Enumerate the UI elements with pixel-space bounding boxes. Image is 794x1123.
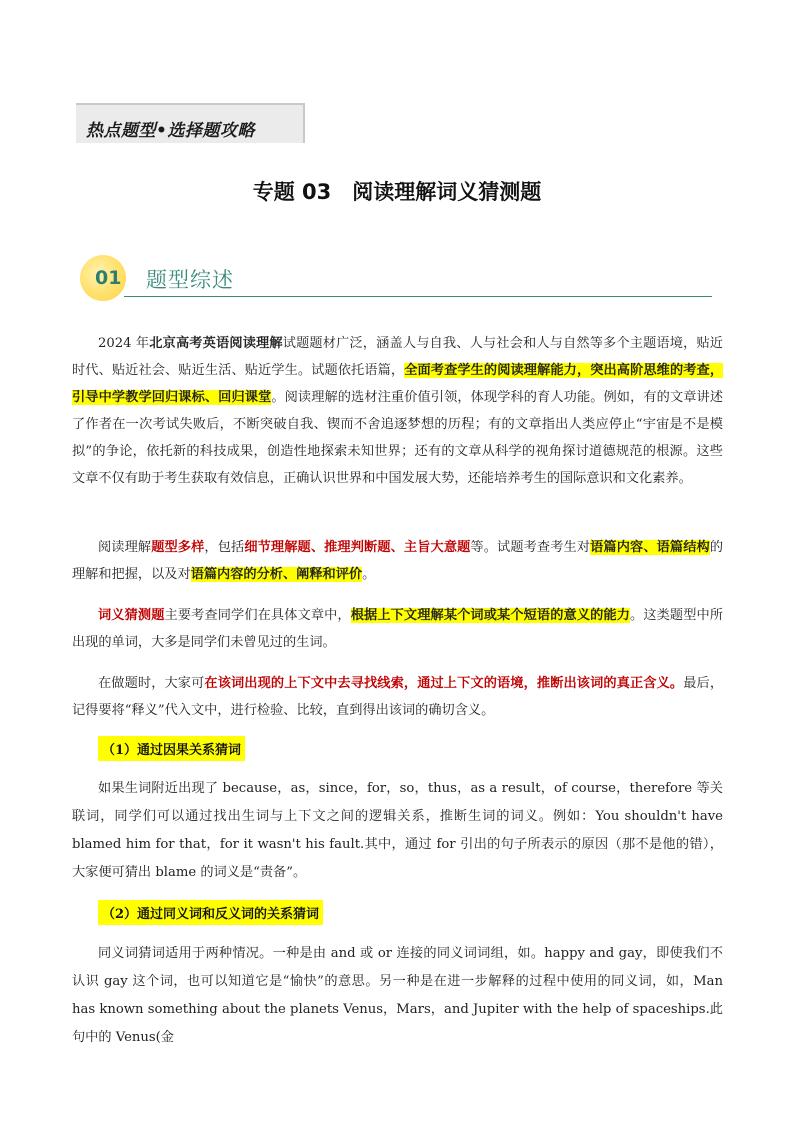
section-divider	[124, 296, 712, 297]
overview-paragraph	[72, 330, 723, 492]
synonym-paragraph: 同义词猜词适用于两种情况。一种是由 and 或 or 连接的同义词词组，如。happy and gay，即使我们不认识 gay 这个词，也可以知道它是“愉快”的意思。另一种是在进一步解释的过程中使用的同义词，如，Man has known something about the planets Venus，Mars，and Jupiter with the help of spaceships.此句中的 Venus(金	[72, 946, 723, 1045]
p2-text-c: ，包括	[204, 540, 245, 555]
p2-highlight-b: 语篇内容的分析、阐释和评价	[190, 567, 363, 582]
p1-bold-source: 北京高考英语阅读理解	[149, 336, 283, 351]
p3-highlight: 根据上下文理解某个词或某个短语的意义的能力	[350, 608, 631, 623]
subheading-synonym-antonym: （2）通过同义词和反义词的关系猜词	[98, 900, 323, 925]
strategy-paragraph	[72, 670, 723, 724]
section-label: 题型综述	[146, 268, 234, 292]
p1-text-e: 。阅读理解的选材注重价值引领，体现学科的育人功能。例如，有的文章讲述了作者在一次考试失败后，不断突破自我、锲而不舍追逐梦想的历程；有的文章指出人类应停止“宇宙是不是模拟”的争论，依托新的科技成果，创造性地探索未知世界；还有的文章从科学的视角探讨道德规范的根源。这些文章不仅有助于考生获取有效信息，正确认识世界和中国发展大势，还能培养考生的国际意识和文化素养。	[72, 390, 724, 486]
p4-text-a: 在做题时，大家可	[98, 676, 205, 691]
p4-red-strategy: 在该词出现的上下文中去寻找线索，通过上下文的语境，推断出该词的真正含义。	[204, 676, 684, 691]
word-guessing-paragraph	[72, 602, 723, 656]
p4-text-c: 最后，记得要将“释义”代入文中，进行检验、比较，直到得出该词的确切含义。	[72, 676, 724, 718]
topic-tag	[76, 103, 305, 143]
p1-text-c: 试题题材广泛，涵盖人与自我、人与社会和人与自然等多个主题语境，贴近时代、贴近社会、贴近生活、贴近学生。试题依托语篇，	[72, 336, 723, 378]
p1-highlight: 全面考查学生的阅读理解能力，突出高阶思维的考查，引导中学教学回归课标、回归课堂	[72, 363, 724, 405]
p3-text-b: 主要考查同学们在具体文章中，	[164, 608, 351, 623]
p3-red-term: 词义猜测题	[98, 608, 165, 623]
question-types-paragraph	[72, 534, 723, 588]
p3-text-d: 。这类题型中所出现的单词，大多是同学们未曾见过的生词。	[72, 608, 724, 650]
p2-text-g: 的理解和把握，以及对	[72, 540, 724, 582]
p2-red-a: 题型多样	[151, 540, 205, 555]
subheading-cause-effect: （1）通过因果关系猜词	[98, 736, 245, 761]
cause-effect-paragraph: 如果生词附近出现了 because，as，since，for，so，thus，as a result，of course，therefore 等关联词，同学们可以通过找出生词与上下文之间的逻辑关系，推断生词的词义。例如：You shouldn't have blamed him for that，for it wasn't his fault.其中，通过 for 引出的句子所表示的原因（那不是他的错），大家便可猜出 blame 的词义是“责备”。	[72, 781, 723, 880]
topic-tag-text: 热点题型•选择题攻略	[86, 121, 255, 141]
p2-text-a: 阅读理解	[98, 540, 152, 555]
p2-red-types: 细节理解题、推理判断题、主旨大意题	[244, 540, 471, 555]
p1-text-a: 2024 年	[98, 336, 150, 351]
p2-text-i: 。	[362, 567, 376, 582]
p2-highlight-a: 语篇内容、语篇结构	[590, 540, 710, 555]
p2-text-e: 等。试题考查考生对	[470, 540, 591, 555]
page-title: 专题 03 阅读理解词义猜测题	[252, 180, 542, 204]
section-number: 01	[95, 267, 122, 289]
section-heading	[80, 255, 712, 300]
